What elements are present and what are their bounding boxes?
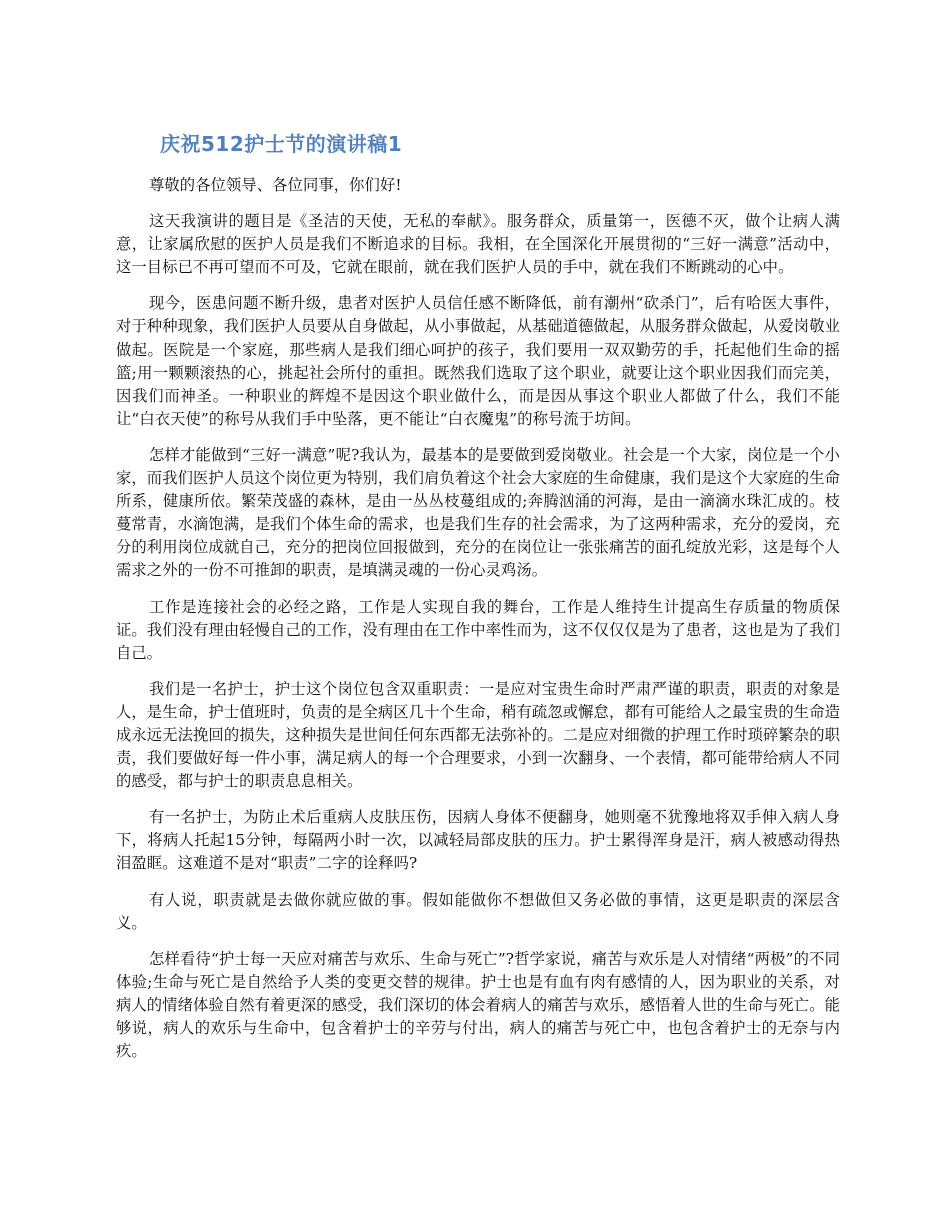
paragraph-greeting: 尊敬的各位领导、各位同事，你们好! <box>149 176 402 194</box>
paragraph-4: 怎样才能做到“三好一满意”呢?我认为，最基本的是要做到爱岗敬业。社会是一个大家，岗位是一个小家，而我们医护人员这个岗位更为特别，我们肩负着这个社会大家庭的生命健康，我们是这个大家庭的生命所系，健康所依。繁荣茂盛的森林，是由一丛丛枝蔓组成的;奔腾汹涌的河海，是由一滴滴水珠汇成的。枝蔓常青，水滴饱满，是我们个体生命的需求，也是我们生存的社会需求，为了这两种需求，充分的爱岗，充分的利用岗位成就自己，充分的把岗位回报做到，充分的在岗位让一张张痛苦的面孔绽放光彩，这是每个人需求之外的一份不可推卸的职责，是填满灵魂的一份心灵鸡汤。 <box>116 445 840 580</box>
document-page <box>116 128 840 1076</box>
paragraph-8: 有人说，职责就是去做你就应做的事。假如能做你不想做但又务必做的事情，这更是职责的深层含义。 <box>116 890 840 932</box>
paragraph-7: 有一名护士，为防止术后重病人皮肤压伤，因病人身体不便翻身，她则毫不犹豫地将双手伸入病人身下，将病人托起15分钟，每隔两小时一次，以减轻局部皮肤的压力。护士累得浑身是汗，病人被感动得热泪盈眶。这难道不是对“职责”二字的诠释吗? <box>116 808 840 873</box>
document-title: 庆祝512护士节的演讲稿1 <box>160 132 403 156</box>
paragraph-9: 怎样看待“护士每一天应对痛苦与欢乐、生命与死亡”?哲学家说，痛苦与欢乐是人对情绪“两极”的不同体验;生命与死亡是自然给予人类的变更交替的规律。护士也是有血有肉有感情的人，因为职业的关系，对病人的情绪体验自然有着更深的感受，我们深切的体会着病人的痛苦与欢乐，感悟着人世的生命与死亡。能够说，病人的欢乐与生命中，包含着护士的辛劳与付出，病人的痛苦与死亡中，也包含着护士的无奈与内疚。 <box>116 949 840 1061</box>
paragraph-6: 我们是一名护士，护士这个岗位包含双重职责：一是应对宝贵生命时严肃严谨的职责，职责的对象是人，是生命，护士值班时，负责的是全病区几十个生命，稍有疏忽或懈怠，都有可能给人之最宝贵的生命造成永远无法挽回的损失，这种损失是世间任何东西都无法弥补的。二是应对细微的护理工作时琐碎繁杂的职责，我们要做好每一件小事，满足病人的每一个合理要求，小到一次翻身、一个表情，都可能带给病人不同的感受，都与护士的职责息息相关。 <box>116 679 840 791</box>
paragraph-5: 工作是连接社会的必经之路，工作是人实现自我的舞台，工作是人维持生计提高生存质量的物质保证。我们没有理由轻慢自己的工作，没有理由在工作中率性而为，这不仅仅仅是为了患者，这也是为了我们自己。 <box>116 597 840 662</box>
paragraph-2: 这天我演讲的题目是《圣洁的天使，无私的奉献》。服务群众，质量第一，医德不灭，做个让病人满意，让家属欣慰的医护人员是我们不断追求的目标。我相，在全国深化开展贯彻的“三好一满意”活动中，这一目标已不再可望而不可及，它就在眼前，就在我们医护人员的手中，就在我们不断跳动的心中。 <box>116 212 840 277</box>
paragraph-3: 现今，医患问题不断升级，患者对医护人员信任感不断降低，前有潮州“砍杀门”，后有哈医大事件，对于种种现象，我们医护人员要从自身做起，从小事做起，从基础道德做起，从服务群众做起，从爱岗敬业做起。医院是一个家庭，那些病人是我们细心呵护的孩子，我们要用一双双勤劳的手，托起他们生命的摇篮;用一颗颗滚热的心，挑起社会所付的重担。既然我们选取了这个职业，就要让这个职业因我们而完美，因我们而神圣。一种职业的辉煌不是因这个职业做什么，而是因从事这个职业人都做了什么，我们不能让“白衣天使”的称号从我们手中坠落，更不能让“白衣魔鬼”的称号流于坊间。 <box>116 294 840 428</box>
